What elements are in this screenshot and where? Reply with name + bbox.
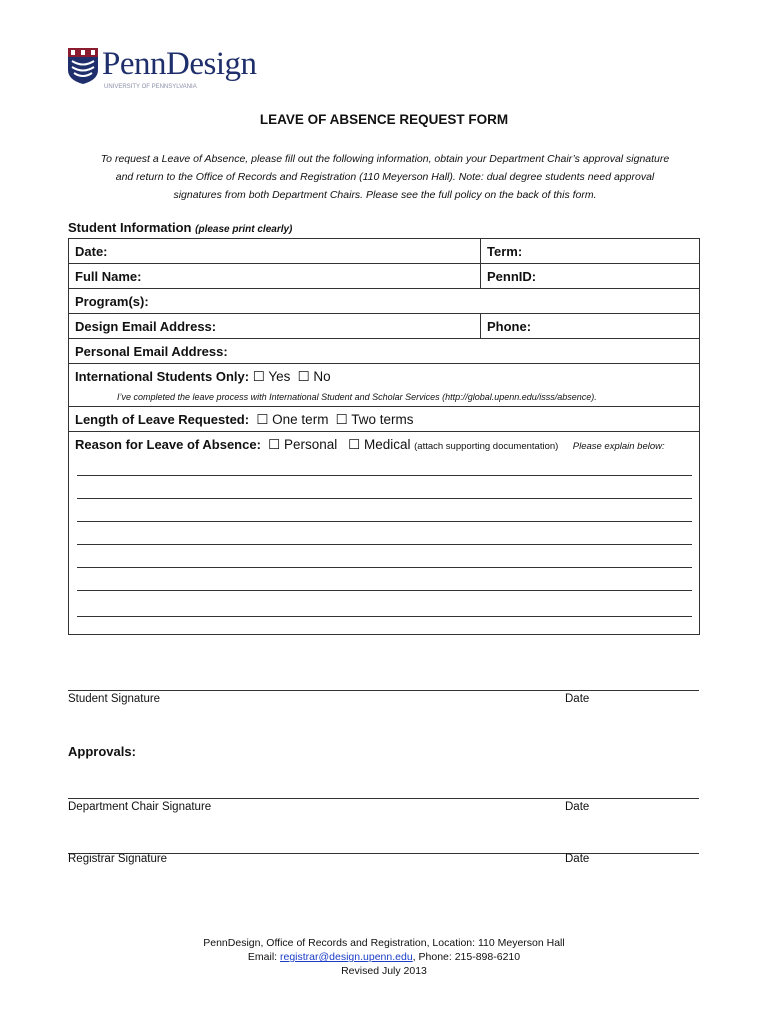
registrar-signature-label: Registrar Signature (68, 853, 168, 865)
row-divider (69, 263, 699, 264)
row-divider (69, 313, 699, 314)
reason-row (75, 437, 665, 453)
international-label: International Students Only: (75, 369, 250, 384)
international-row (75, 369, 331, 385)
explanation-line[interactable] (77, 475, 692, 476)
medical-checkbox[interactable]: ☐ Medical (348, 437, 411, 452)
chair-signature-line[interactable] (68, 798, 699, 799)
footer-email-link[interactable]: registrar@design.upenn.edu (280, 951, 413, 963)
logo-subtext: UNIVERSITY OF PENNSYLVANIA (104, 84, 197, 90)
international-note: I’ve completed the leave process with International Student and Scholar Services (http://global.upenn.edu/isss/absence). (117, 392, 597, 402)
length-label: Length of Leave Requested: (75, 412, 250, 427)
explanation-line[interactable] (77, 616, 692, 617)
row-divider (69, 338, 699, 339)
explanation-line[interactable] (77, 498, 692, 499)
row-divider (69, 363, 699, 364)
column-divider (480, 239, 481, 288)
programs-field[interactable]: Program(s): (75, 294, 149, 309)
date-field[interactable]: Date: (75, 244, 108, 259)
registrar-date-label: Date (565, 853, 590, 865)
column-divider (480, 313, 481, 338)
student-info-title: Student Information (68, 220, 192, 235)
two-terms-checkbox[interactable]: ☐ Two terms (335, 412, 414, 427)
intro-line: signatures from both Department Chairs. Please see the full policy on the back of this form. (173, 189, 597, 201)
footer-contact (0, 950, 768, 964)
full-name-field[interactable]: Full Name: (75, 269, 142, 284)
footer-address: PennDesign, Office of Records and Registration, Location: 110 Meyerson Hall (203, 937, 565, 949)
approvals-heading: Approvals: (68, 744, 136, 759)
row-divider (69, 288, 699, 289)
row-divider (69, 406, 699, 407)
personal-email-field[interactable]: Personal Email Address: (75, 344, 228, 359)
chair-signature-label: Department Chair Signature (68, 801, 212, 813)
design-email-field[interactable]: Design Email Address: (75, 319, 217, 334)
pennid-field[interactable]: PennID: (487, 269, 537, 284)
footer-revised: Revised July 2013 (341, 965, 427, 977)
length-row (75, 412, 414, 428)
international-no-checkbox[interactable]: ☐ No (297, 369, 331, 384)
medical-note: (attach supporting documentation) (414, 441, 559, 452)
footer (0, 936, 768, 978)
student-info-heading (68, 220, 292, 235)
term-field[interactable]: Term: (487, 244, 523, 259)
phone-field[interactable]: Phone: (487, 319, 532, 334)
footer-email-label: Email: (247, 951, 278, 963)
intro-line: To request a Leave of Absence, please fill out the following information, obtain your Department Chair’s approval signature (100, 153, 670, 165)
penn-shield-icon (68, 48, 98, 84)
intro-text (60, 150, 710, 204)
form-title: LEAVE OF ABSENCE REQUEST FORM (259, 112, 509, 127)
student-date-label: Date (565, 693, 590, 705)
student-signature-label: Student Signature (68, 693, 161, 705)
explain-prompt: Please explain below: (572, 441, 665, 452)
one-term-checkbox[interactable]: ☐ One term (256, 412, 329, 427)
explanation-line[interactable] (77, 590, 692, 591)
explanation-line[interactable] (77, 567, 692, 568)
intro-line: and return to the Office of Records and Registration (110 Meyerson Hall). Note: dual degree students need approval (115, 171, 655, 183)
student-signature-line[interactable] (68, 690, 699, 691)
penndesign-logo (68, 44, 268, 92)
explanation-line[interactable] (77, 544, 692, 545)
reason-label: Reason for Leave of Absence: (75, 437, 261, 452)
footer-phone: , Phone: 215-898-6210 (412, 951, 521, 963)
logo-wordmark: PennDesign (102, 46, 257, 82)
student-info-form (68, 238, 700, 635)
row-divider (69, 431, 699, 432)
chair-date-label: Date (565, 801, 590, 813)
explanation-line[interactable] (77, 521, 692, 522)
personal-checkbox[interactable]: ☐ Personal (268, 437, 338, 452)
international-yes-checkbox[interactable]: ☐ Yes (252, 369, 291, 384)
student-info-note: (please print clearly) (195, 224, 293, 235)
